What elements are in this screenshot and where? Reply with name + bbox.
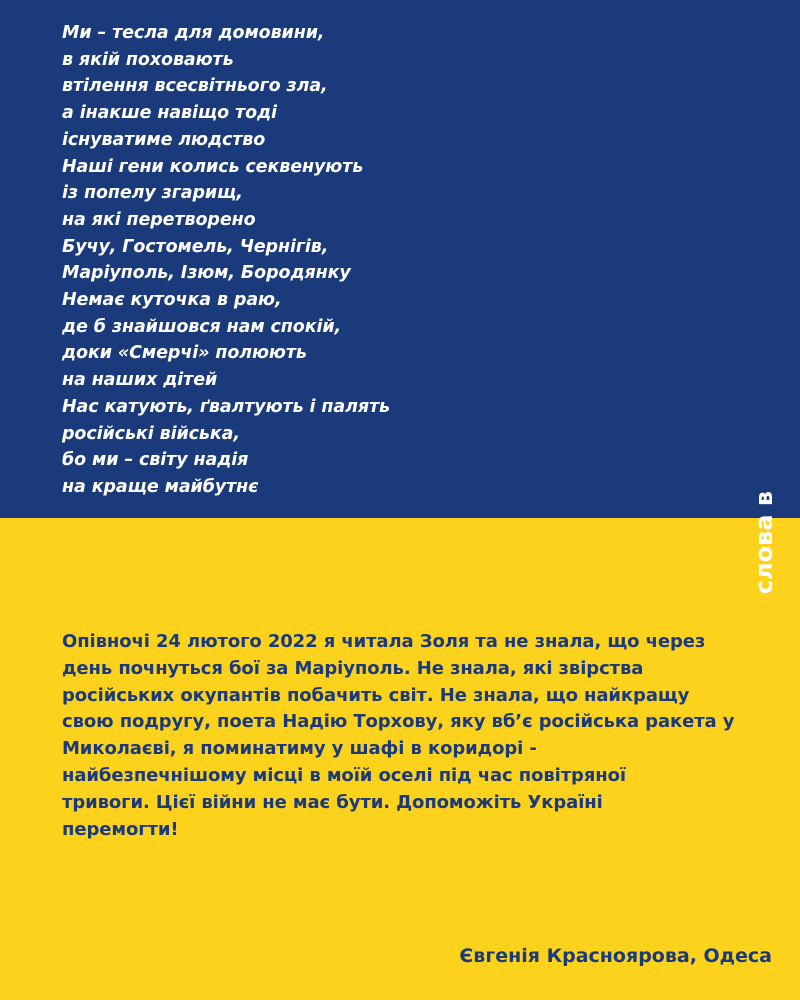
- note-line: Опівночі 24 лютого 2022 я читала Золя та не знала, що через: [62, 631, 706, 652]
- note-line: російських окупантів побачить світ. Не знала, що найкращу: [62, 684, 690, 706]
- note-line: перемогти!: [62, 818, 179, 840]
- poem-line: на наших дітей: [62, 370, 218, 391]
- poem-line: Ми – тесла для домовини,: [62, 23, 325, 43]
- poem: [62, 20, 662, 501]
- poem-line: існуватиме людство: [62, 129, 266, 150]
- poem-line: а інакше навіщо тоді: [62, 103, 277, 124]
- poem-line: Наші гени колись секвенують: [62, 156, 364, 177]
- note-line: тривоги. Цієї війни не має бути. Допоможіть Україні: [62, 791, 603, 813]
- logo-word-dipo: dipo: [750, 405, 778, 465]
- poem-line: Нас катують, ґвалтують і палять: [62, 396, 390, 417]
- note-line: свою подругу, поета Надію Торхову, яку вб’є російська ракета у: [62, 711, 735, 733]
- note-line: Миколаєві, я поминатиму у шафі в коридорі -: [62, 738, 537, 760]
- author-note: [62, 629, 742, 843]
- note-line: найбезпечнішому місці в моїй оселі під час повітряної: [62, 764, 626, 786]
- poem-line: де б знайшовся нам спокій,: [62, 316, 342, 337]
- author-signature: Євгенія Краснoярова, Одеса: [459, 945, 772, 967]
- poem-line: на краще майбутнє: [62, 476, 259, 497]
- poem-line: Бучу, Гостомель, Чернігів,: [62, 236, 329, 257]
- poem-line: із попелу згарищ,: [62, 183, 243, 204]
- note-line: день почнуться бої за Маріуполь. Не знала, які звірства: [62, 657, 644, 679]
- poem-line: в якій поховають: [62, 49, 234, 70]
- poem-line: доки «Смерчі» полюють: [62, 343, 307, 364]
- poem-line: втілення всесвітнього зла,: [62, 76, 328, 97]
- poem-line: Немає куточка в раю,: [62, 290, 282, 311]
- poem-line: Маріуполь, Ізюм, Бородянку: [62, 263, 351, 284]
- poem-line: російські війська,: [62, 423, 240, 444]
- logo-word-slova: слова в: [750, 490, 778, 595]
- poem-line: бо ми – світу надія: [62, 450, 249, 471]
- poem-line: на які перетворено: [62, 209, 256, 230]
